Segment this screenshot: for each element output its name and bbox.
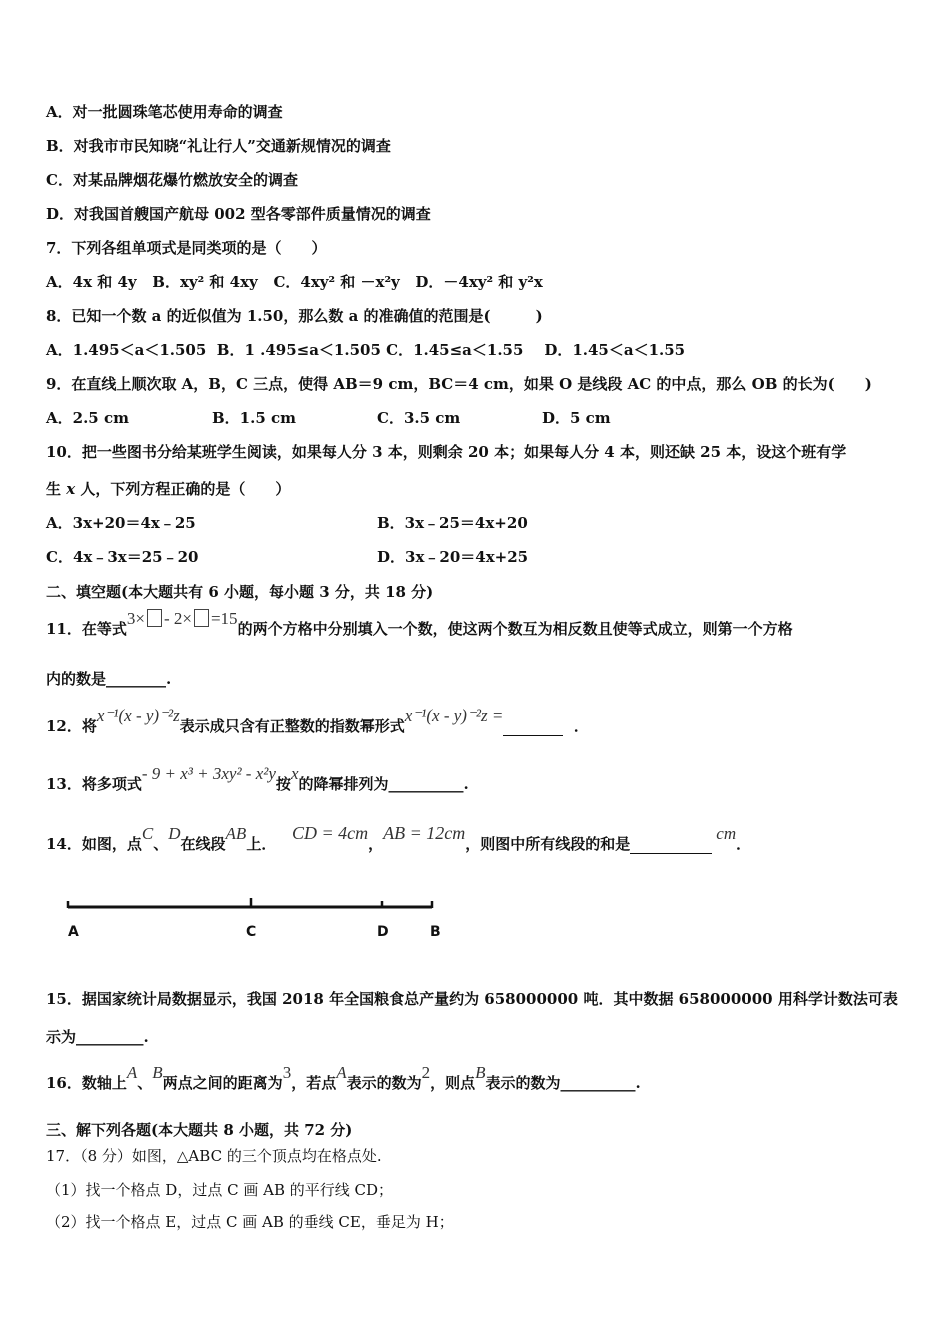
q14-cd-length: CD = 4cm — [292, 823, 369, 843]
q16-point-b: B — [152, 1063, 163, 1082]
q16-mid3: 表示的数为 — [346, 1074, 422, 1092]
q14-post: ． — [736, 835, 752, 853]
q9-stem: 9．在直线上顺次取 A，B，C 三点，使得 AB＝9 cm，BC＝4 cm，如果 O 是线段 AC 的中点，那么 OB 的长为( ) — [46, 375, 872, 393]
q7-d-math: －4xy² 和 y²x — [443, 273, 543, 291]
segment-label-a: A — [68, 924, 79, 940]
q6-option-b: B．对我市市民知晓“礼让行人”交通新规情况的调查 — [46, 137, 391, 155]
segment-label-d: D — [377, 924, 389, 940]
q14-answer-blank — [630, 853, 712, 854]
q16-point-a: A — [126, 1063, 138, 1082]
q14-point-c: C — [141, 824, 154, 843]
q8-options — [46, 340, 685, 360]
q8-option-b: B．1 .495≤a＜1.505 — [216, 341, 381, 359]
q11-line2: 内的数是________. — [46, 670, 172, 688]
segment-label-c: C — [246, 924, 257, 940]
q11-box-1 — [147, 609, 162, 627]
q15-line1: 15．据国家统计局数据显示，我国 2018 年全国粮食总产量约为 658000000 吨．其中数据 658000000 用科学计数法可表 — [46, 990, 898, 1008]
section-2-heading: 二、填空题(本大题共有 6 小题，每小题 3 分，共 18 分) — [46, 583, 434, 601]
q16-point-a-2: A — [336, 1063, 347, 1082]
section-3-heading: 三、解下列各题(本大题共 8 小题，共 72 分) — [46, 1121, 353, 1139]
q16-point-b-2: B — [475, 1063, 486, 1082]
q11-line1 — [46, 609, 793, 639]
q8-option-d: D．1.45＜a＜1.55 — [544, 341, 686, 359]
q14-mid2: 上． — [246, 835, 277, 853]
q14-mid3: ，则图中所有线段的和是 — [465, 835, 631, 853]
q10-option-b: B．3x﹣25＝4x+20 — [377, 514, 528, 532]
q11-pre: 11．在等式 — [46, 620, 127, 638]
q13-var-x: x — [290, 764, 299, 783]
q16-mid1: 两点之间的距离为 — [162, 1074, 283, 1092]
q13-mid: 按 — [275, 775, 291, 793]
q13-expression: - 9 + x³ + 3xy² - x²y — [141, 764, 276, 783]
q6-option-d: D．对我国首艘国产航母 002 型各零部件质量情况的调查 — [46, 205, 431, 223]
q17-part2: （2）找一个格点 E，过点 C 画 AB 的垂线 CE，垂足为 H； — [46, 1213, 454, 1231]
q16-post: 表示的数为__________. — [485, 1074, 641, 1092]
q10-line2 — [46, 479, 290, 499]
q7-d-label: D． — [415, 273, 444, 291]
segment-figure — [60, 896, 440, 916]
q9-option-a: A．2.5 cm — [46, 409, 129, 427]
q11-box-2 — [194, 609, 209, 627]
q12-post: ． — [573, 717, 589, 735]
q8-option-a: A．1.495＜a＜1.505 — [46, 341, 207, 359]
q13-pre: 13．将多项式 — [46, 775, 142, 793]
q14-unit: cm — [716, 824, 737, 843]
q7-stem: 7．下列各组单项式是同类项的是（ ） — [46, 239, 327, 257]
q9-option-c: C．3.5 cm — [377, 409, 461, 427]
q16-distance: 3 — [282, 1063, 292, 1082]
q16-value: 2 — [421, 1063, 431, 1082]
q16-mid2: ，若点 — [291, 1074, 337, 1092]
q8-option-c: C．1.45≤a＜1.55 — [386, 341, 524, 359]
q12-answer-blank — [503, 735, 563, 736]
q10-line2-post: 人，下列方程正确的是（ ） — [75, 480, 291, 498]
q14-point-d: D — [168, 824, 181, 843]
q12-mid: 表示成只含有正整数的指数幂形式 — [179, 717, 405, 735]
q7-b-label: B． — [152, 273, 180, 291]
q10-option-c: C．4x﹣3x＝25﹣20 — [46, 548, 199, 566]
q16-mid4: ，则点 — [430, 1074, 476, 1092]
q17-stem: 17．（8 分）如图，△ABC 的三个顶点均在格点处. — [46, 1147, 382, 1165]
segment-label-b: B — [430, 924, 441, 940]
q12-line — [46, 706, 589, 736]
q6-option-c: C．对某品牌烟花爆竹燃放安全的调查 — [46, 171, 298, 189]
q16-sep: 、 — [137, 1074, 153, 1092]
q7-a-math: 4x 和 4y — [72, 273, 137, 291]
q11-eq-part1: 3× — [126, 609, 145, 628]
q7-options — [46, 272, 543, 292]
q14-mid1: 在线段 — [180, 835, 226, 853]
q10-option-a: A．3x+20＝4x﹣25 — [46, 514, 196, 532]
q14-comma: ， — [368, 835, 384, 853]
q7-c-label: C． — [273, 273, 301, 291]
q16-line — [46, 1063, 641, 1093]
q10-option-d: D．3x﹣20＝4x+25 — [377, 548, 529, 566]
q13-line — [46, 764, 469, 794]
q10-line1: 10．把一些图书分给某班学生阅读，如果每人分 3 本，则剩余 20 本；如果每人分 4 本，则还缺 25 本，设这个班有学 — [46, 443, 847, 461]
q8-stem: 8．已知一个数 a 的近似值为 1.50，那么数 a 的准确值的范围是( ) — [46, 307, 543, 325]
q11-eq-part3: =15 — [210, 609, 238, 628]
q14-pre: 14．如图，点 — [46, 835, 142, 853]
q12-expression: x⁻¹(x - y)⁻²z — [96, 706, 180, 725]
q12-expression-2: x⁻¹(x - y)⁻²z = — [404, 706, 504, 725]
q9-option-d: D．5 cm — [542, 409, 611, 427]
q7-b-math: xy² 和 4xy — [179, 273, 258, 291]
q6-option-a: A．对一批圆珠笔芯使用寿命的调查 — [46, 103, 283, 121]
q11-post: 的两个方格中分别填入一个数，使这两个数互为相反数且使等式成立，则第一个方格 — [237, 620, 793, 638]
q15-line2: 示为_________. — [46, 1028, 149, 1046]
q7-a-label: A． — [46, 273, 73, 291]
q10-line2-pre: 生 — [46, 480, 67, 498]
q9-option-b: B．1.5 cm — [212, 409, 297, 427]
q14-ab-length: AB = 12cm — [383, 823, 466, 843]
q12-pre: 12．将 — [46, 717, 97, 735]
q14-line — [46, 823, 752, 854]
q17-part1: （1）找一个格点 D，过点 C 画 AB 的平行线 CD； — [46, 1181, 394, 1199]
q11-eq-part2: - 2× — [163, 609, 192, 628]
q14-sep: 、 — [153, 835, 169, 853]
q13-post: 的降幂排列为__________. — [298, 775, 469, 793]
q7-c-math: 4xy² 和 －x²y — [300, 273, 400, 291]
q10-var-x: x — [66, 480, 76, 498]
q16-pre: 16．数轴上 — [46, 1074, 127, 1092]
q11-equation — [127, 609, 238, 628]
q14-segment-ab: AB — [225, 824, 247, 843]
